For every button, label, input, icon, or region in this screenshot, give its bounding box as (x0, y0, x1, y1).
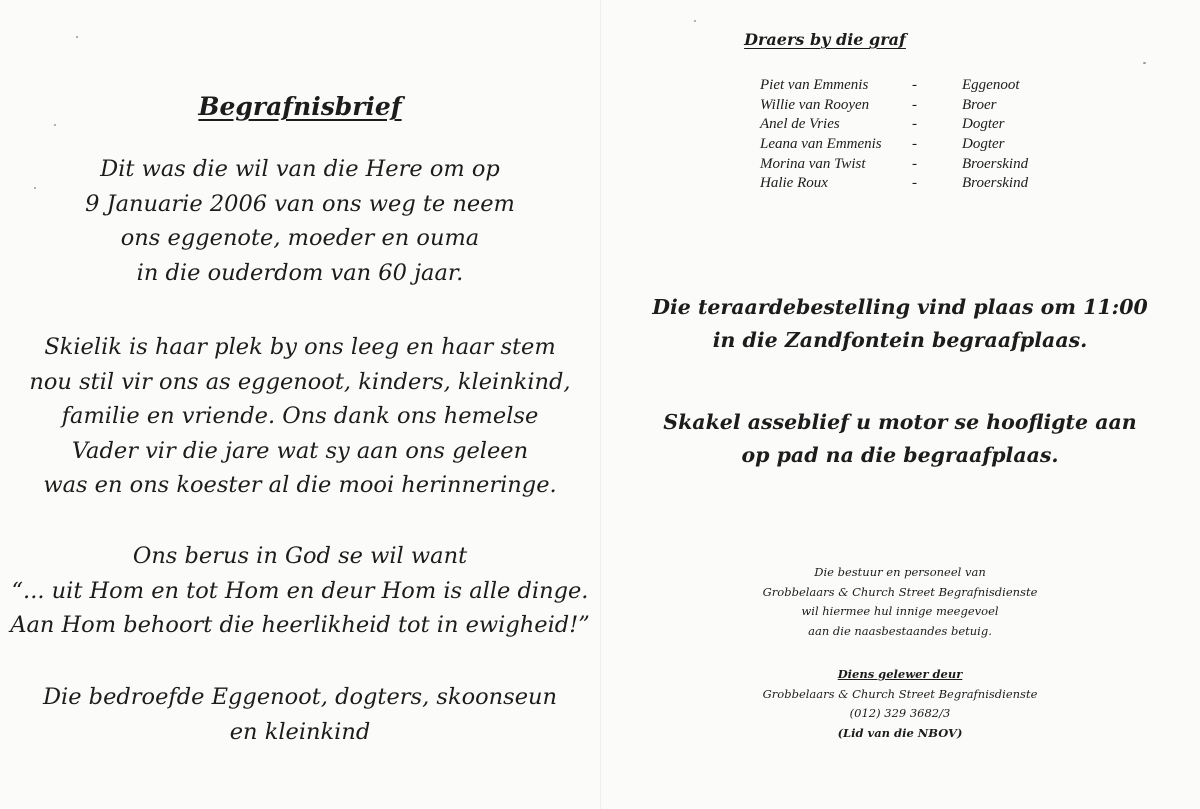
tribute-paragraph (0, 330, 600, 503)
bearer-dash: - (912, 77, 917, 93)
scan-speck (76, 36, 78, 38)
bearers-list (760, 76, 1060, 194)
scan-speck (1143, 62, 1146, 64)
announcement-line: 9 Januarie 2006 van ons weg te neem (85, 190, 515, 217)
headlights-notice (600, 406, 1200, 472)
condolence-line: wil hiermee hul innige meegevoel (801, 604, 999, 618)
letter-title: Begrafnisbrief (198, 92, 402, 121)
bearer-dash: - (912, 96, 917, 113)
announcement-line: Dit was die wil van die Here om op (100, 156, 500, 182)
scan-speck (694, 20, 696, 22)
service-provider (600, 665, 1200, 743)
condolence-message (600, 563, 1200, 641)
bearer-name: Willie van Rooyen (760, 96, 870, 113)
scripture-line: “... uit Hom en tot Hom en deur Hom is alle dinge. (11, 577, 589, 604)
bearer-relation: Broerskind (962, 175, 1029, 192)
family-signature (0, 680, 600, 749)
signature-line: en kleinkind (229, 718, 371, 745)
bearer-row (760, 135, 1060, 155)
bearer-relation: Eggenoot (962, 77, 1020, 93)
bearer-dash: - (912, 116, 917, 133)
bearer-relation: Broer (962, 96, 997, 113)
scripture-line: Ons berus in God se wil want (132, 543, 468, 569)
bearer-relation: Broerskind (962, 155, 1029, 172)
bearer-name: Leana van Emmenis (760, 136, 882, 153)
announcement-paragraph (0, 152, 600, 290)
service-company: Grobbelaars & Church Street Begrafnisdienste (762, 686, 1038, 701)
bearer-row (760, 96, 1060, 116)
tribute-line: was en ons koester al die mooi herinneringe. (43, 472, 557, 498)
headlights-line: op pad na die begraafplaas. (741, 443, 1059, 467)
service-phone: (012) 329 3682/3 (849, 706, 951, 720)
condolence-line: Grobbelaars & Church Street Begrafnisdienste (762, 584, 1038, 599)
service-membership: (Lid van die NBOV) (837, 725, 963, 740)
bearer-name: Anel de Vries (760, 116, 840, 133)
burial-line: Die teraardebestelling vind plaas om 11:00 (652, 295, 1148, 319)
tribute-line: nou stil vir ons as eggenoot, kinders, kleinkind, (29, 368, 571, 395)
bearer-name: Morina van Twist (760, 155, 866, 172)
tribute-line: familie en vriende. Ons dank ons hemelse (61, 403, 539, 429)
announcement-line: ons eggenote, moeder en ouma (120, 225, 480, 251)
bearer-row (760, 155, 1060, 175)
headlights-line: Skakel asseblief u motor se hoofligte aan (663, 410, 1137, 434)
scan-speck (34, 187, 36, 189)
condolence-line: aan die naasbestaandes betuig. (808, 623, 992, 638)
bearer-dash: - (912, 155, 917, 172)
tribute-line: Skielik is haar plek by ons leeg en haar stem (44, 334, 556, 360)
tribute-line: Vader vir die jare wat sy aan ons geleen (71, 437, 529, 464)
condolence-line: Die bestuur en personeel van (814, 565, 986, 579)
scan-speck (54, 124, 56, 126)
scripture-line: Aan Hom behoort die heerlikheid tot in ewigheid!” (10, 612, 590, 638)
bearer-dash: - (912, 175, 917, 192)
bearer-relation: Dogter (962, 136, 1005, 153)
scripture-paragraph (0, 539, 600, 643)
announcement-line: in die ouderdom van 60 jaar. (136, 259, 464, 286)
service-heading: Diens gelewer deur (837, 667, 963, 681)
signature-line: Die bedroefde Eggenoot, dogters, skoonseun (42, 684, 558, 710)
bearer-row (760, 174, 1060, 194)
bearer-dash: - (912, 136, 917, 153)
bearer-relation: Dogter (962, 116, 1005, 133)
bearer-row (760, 76, 1060, 96)
bearer-name: Halie Roux (760, 175, 828, 192)
bearer-row (760, 115, 1060, 135)
bearer-name: Piet van Emmenis (760, 77, 869, 93)
burial-notice (600, 291, 1200, 357)
burial-line: in die Zandfontein begraafplaas. (712, 328, 1088, 352)
